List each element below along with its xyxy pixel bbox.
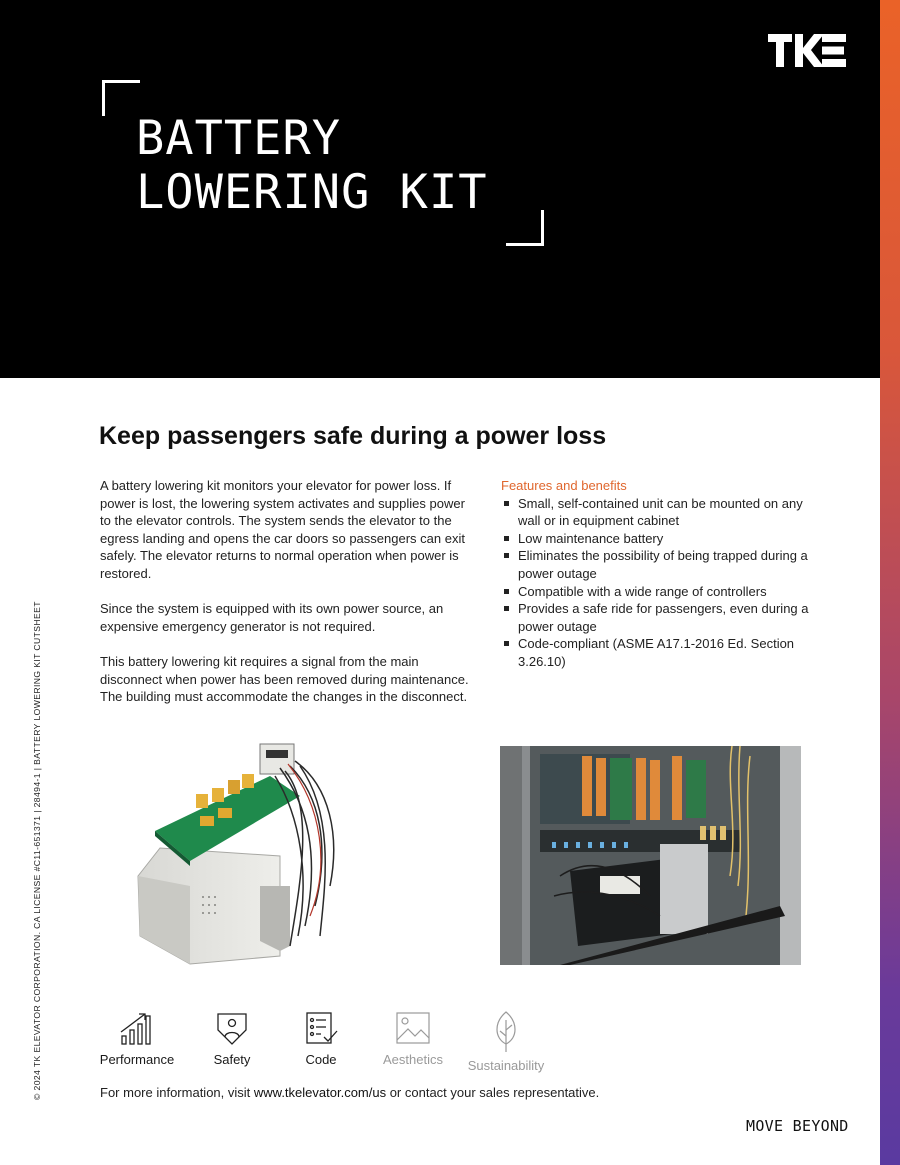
- performance-chart-icon: [119, 1010, 155, 1046]
- tagline: MOVE BEYOND: [746, 1117, 849, 1135]
- category-icons: [96, 1010, 566, 1072]
- features-heading: Features and benefits: [501, 478, 627, 493]
- code-checklist-icon: [303, 1010, 339, 1046]
- more-info-prefix: For more information, visit: [100, 1085, 254, 1100]
- aesthetics-image-icon: [395, 1010, 431, 1046]
- more-info-suffix: or contact your sales representative.: [386, 1085, 600, 1100]
- icon-code: [291, 1010, 351, 1067]
- gradient-side-bar: [880, 0, 900, 1165]
- subtitle: Keep passengers safe during a power loss: [99, 422, 607, 450]
- more-info-text: [100, 1085, 599, 1100]
- feature-item: Code-compliant (ASME A17.1-2016 Ed. Section 3.26.10): [501, 635, 821, 670]
- icon-label-safety: Safety: [213, 1052, 251, 1067]
- feature-item: Low maintenance battery: [501, 530, 821, 548]
- description-paragraph-1: A battery lowering kit monitors your elevator for power loss. If power is lost, the lowering system activates and supplies power to the elevator controls. The system sends the elevator to the egress landing and opens the car doors so passengers can exit safely. The elevator returns to normal operation when power is restored.: [100, 478, 465, 581]
- features-list: [501, 477, 821, 671]
- icon-label-performance: Performance: [99, 1052, 175, 1067]
- website-link[interactable]: www.tkelevator.com/us: [253, 1085, 387, 1100]
- icon-safety: [202, 1010, 262, 1067]
- bracket-top-left: [102, 80, 140, 116]
- page-title: [136, 112, 488, 220]
- description-paragraph-2: Since the system is equipped with its own power source, an expensive emergency generator is not required.: [100, 601, 444, 634]
- icon-performance: [98, 1010, 176, 1067]
- icon-label-sustainability: Sustainability: [467, 1058, 545, 1073]
- icon-sustainability: [464, 1010, 548, 1073]
- feature-item: Small, self-contained unit can be mounted on any wall or in equipment cabinet: [501, 495, 821, 530]
- icon-aesthetics: [378, 1010, 448, 1067]
- feature-item: Provides a safe ride for passengers, even during a power outage: [501, 600, 821, 635]
- sustainability-leaf-icon: [488, 1010, 524, 1052]
- icon-label-aesthetics: Aesthetics: [383, 1052, 443, 1067]
- safety-shield-icon: [214, 1010, 250, 1046]
- description-paragraph-3: This battery lowering kit requires a signal from the main disconnect when power has been removed during maintenance. The building must accommodate the changes in the disconnect.: [100, 653, 469, 705]
- feature-item: Eliminates the possibility of being trapped during a power outage: [501, 547, 821, 582]
- title-line-2: LOWERING KIT: [136, 165, 488, 220]
- controller-cabinet-photo: [500, 746, 801, 965]
- description-column: [100, 477, 470, 723]
- copyright-notice: © 2024 TK ELEVATOR CORPORATION. CA LICENSE #C11-651371 | 28494-1 | BATTERY LOWERING KIT CUTSHEET: [32, 601, 42, 1100]
- battery-unit-photo: [130, 736, 345, 968]
- bracket-bottom-right: [506, 210, 544, 246]
- icon-label-code: Code: [305, 1052, 337, 1067]
- title-line-1: BATTERY: [136, 111, 342, 166]
- feature-item: Compatible with a wide range of controllers: [501, 583, 821, 601]
- tke-logo: [768, 34, 846, 67]
